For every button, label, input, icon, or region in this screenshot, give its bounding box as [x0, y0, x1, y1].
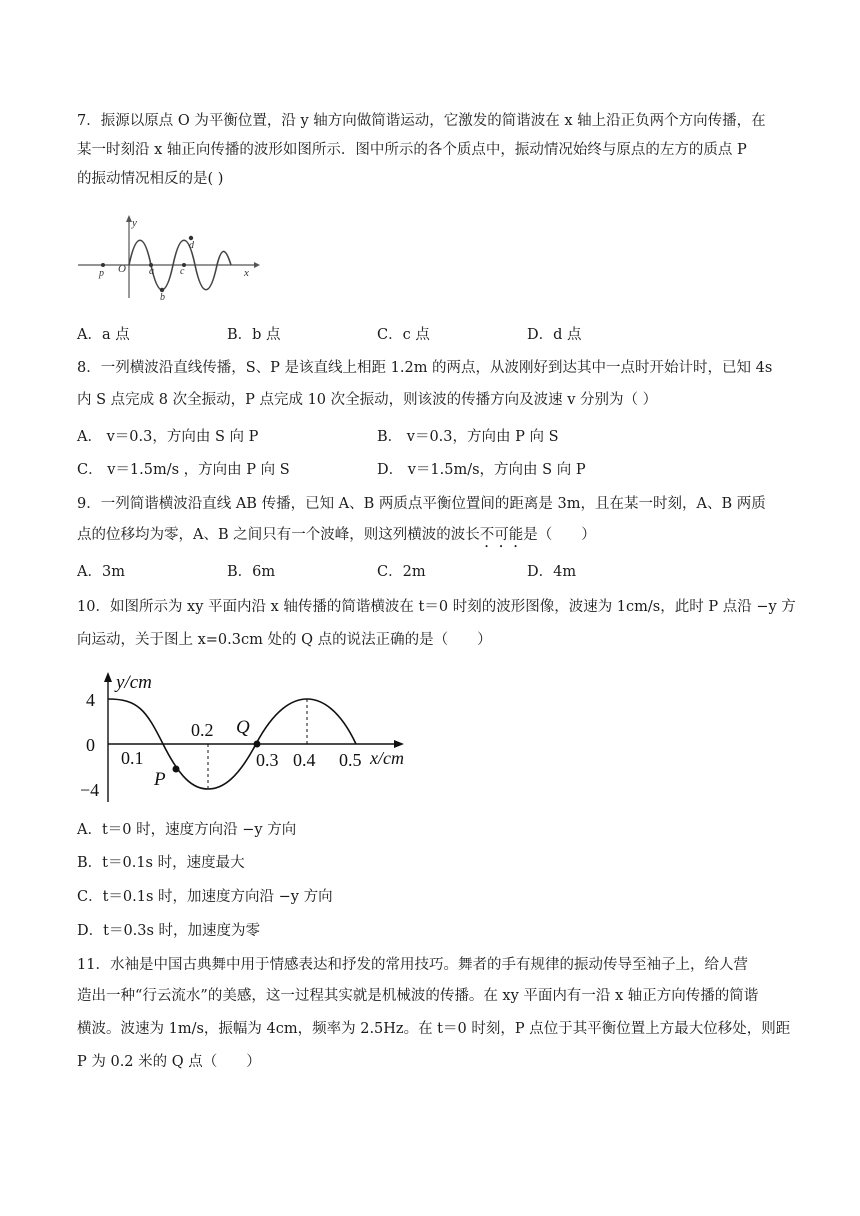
q7-label-y: y: [132, 217, 137, 229]
q10-x-tick-0-1: 0.1: [121, 748, 144, 768]
q10-x-tick-0-4: 0.4: [293, 750, 316, 770]
q8-option-d: D． v＝1.5m/s，方向由 S 向 P: [377, 462, 586, 478]
q9-option-a: A．3m: [77, 564, 125, 580]
q10-x-tick-0-2: 0.2: [191, 720, 214, 740]
q10-y-tick-0: 0: [86, 735, 95, 755]
q10-point-p: [173, 766, 180, 773]
q10-option-b: B．t＝0.1s 时，速度最大: [77, 855, 245, 871]
q11-stem-line-2: 造出一种“行云流水”的美感，这一过程其实就是机械波的传播。在 xy 平面内有一沿 x 轴正方向传播的简谐: [77, 988, 759, 1004]
q7-label-origin: O: [118, 263, 126, 275]
q9-stem-line-2-post: 是（ ）: [523, 527, 596, 543]
q9-stem-line-1: 9．一列简谐横波沿直线 AB 传播，已知 A、B 两质点平衡位置间的距离是 3m，且在某一时刻，A、B 两质: [77, 496, 766, 512]
q9-option-c: C．2m: [377, 564, 426, 580]
q7-wave-figure: [74, 212, 264, 302]
q7-stem-line-1: 7．振源以原点 O 为平衡位置，沿 y 轴方向做简谐运动，它激发的简谐波在 x 轴上沿正负两个方向传播，在: [77, 113, 766, 129]
q7-stem-line-3: 的振动情况相反的是( ): [77, 171, 224, 187]
q10-y-arrow: [104, 672, 112, 682]
q7-label-x: x: [244, 267, 249, 279]
q10-y-tick-4: 4: [86, 690, 95, 710]
q7-label-p: p: [99, 268, 104, 279]
q7-label-c: c: [180, 266, 185, 277]
q9-option-b: B．6m: [227, 564, 276, 580]
q10-stem-line-2: 向运动，关于图上 x=0.3cm 处的 Q 点的说法正确的是（ ）: [77, 632, 492, 648]
q10-x-arrow: [394, 740, 404, 748]
q10-wave-figure: [78, 664, 418, 804]
q8-stem-line-1: 8．一列横波沿直线传播，S、P 是该直线上相距 1.2m 的两点，从波刚好到达其中一点时开始计时，已知 4s: [77, 360, 773, 376]
q7-option-d: D．d 点: [527, 327, 582, 343]
q10-point-q: [254, 741, 261, 748]
q10-y-tick-neg4: −4: [80, 780, 100, 800]
q10-x-axis-label: x/cm: [370, 748, 404, 768]
q7-option-b: B．b 点: [227, 327, 281, 343]
q8-stem-line-2: 内 S 点完成 8 次全振动，P 点完成 10 次全振动，则该波的传播方向及波速 v 分别为（ ）: [77, 392, 658, 408]
q7-label-d: d: [189, 240, 194, 251]
q9-stem-line-2: [77, 525, 596, 551]
q10-y-axis-label: y/cm: [116, 672, 152, 693]
q11-stem-line-3: 横波。波速为 1m/s，振幅为 4cm，频率为 2.5Hz。在 t＝0 时刻，P 点位于其平衡位置上方最大位移处，则距: [77, 1021, 791, 1037]
q10-stem-line-1: 10．如图所示为 xy 平面内沿 x 轴传播的简谐横波在 t＝0 时刻的波形图像，波速为 1cm/s，此时 P 点沿 −y 方: [77, 599, 796, 615]
q7-option-a: A．a 点: [77, 327, 130, 343]
q8-option-c: C． v＝1.5m/s ，方向由 P 向 S: [77, 462, 290, 478]
q9-emphasis-text: 不可能: [479, 527, 524, 543]
q7-x-arrow: [254, 262, 260, 268]
q10-option-d: D．t＝0.3s 时，加速度为零: [77, 923, 261, 939]
q10-option-a: A．t＝0 时，速度方向沿 −y 方向: [77, 822, 297, 838]
q9-stem-line-2-pre: 点的位移均为零，A、B 之间只有一个波峰，则这列横波的波长: [77, 527, 480, 543]
q7-option-c: C．c 点: [377, 327, 430, 343]
q10-x-tick-0-3: 0.3: [256, 750, 279, 770]
q7-point-p: [101, 263, 105, 267]
q7-stem-line-2: 某一时刻沿 x 轴正向传播的波形如图所示．图中所示的各个质点中，振动情况始终与原点的左方的质点 P: [77, 142, 747, 158]
q11-stem-line-1: 11．水袖是中国古典舞中用于情感表达和抒发的常用技巧。舞者的手有规律的振动传导至袖子上，给人营: [77, 957, 748, 973]
q10-option-c: C．t＝0.1s 时，加速度方向沿 −y 方向: [77, 889, 333, 905]
q8-option-b: B． v＝0.3，方向由 P 向 S: [377, 429, 559, 445]
q7-label-a: a: [149, 266, 154, 277]
q9-option-d: D．4m: [527, 564, 577, 580]
q11-stem-line-4: P 为 0.2 米的 Q 点（ ）: [77, 1054, 261, 1070]
q10-x-tick-0-5: 0.5: [339, 750, 362, 770]
q10-label-q: Q: [236, 717, 250, 738]
q8-option-a: A． v＝0.3，方向由 S 向 P: [77, 429, 259, 445]
q10-label-p: P: [154, 769, 166, 790]
q7-label-b: b: [160, 292, 165, 302]
